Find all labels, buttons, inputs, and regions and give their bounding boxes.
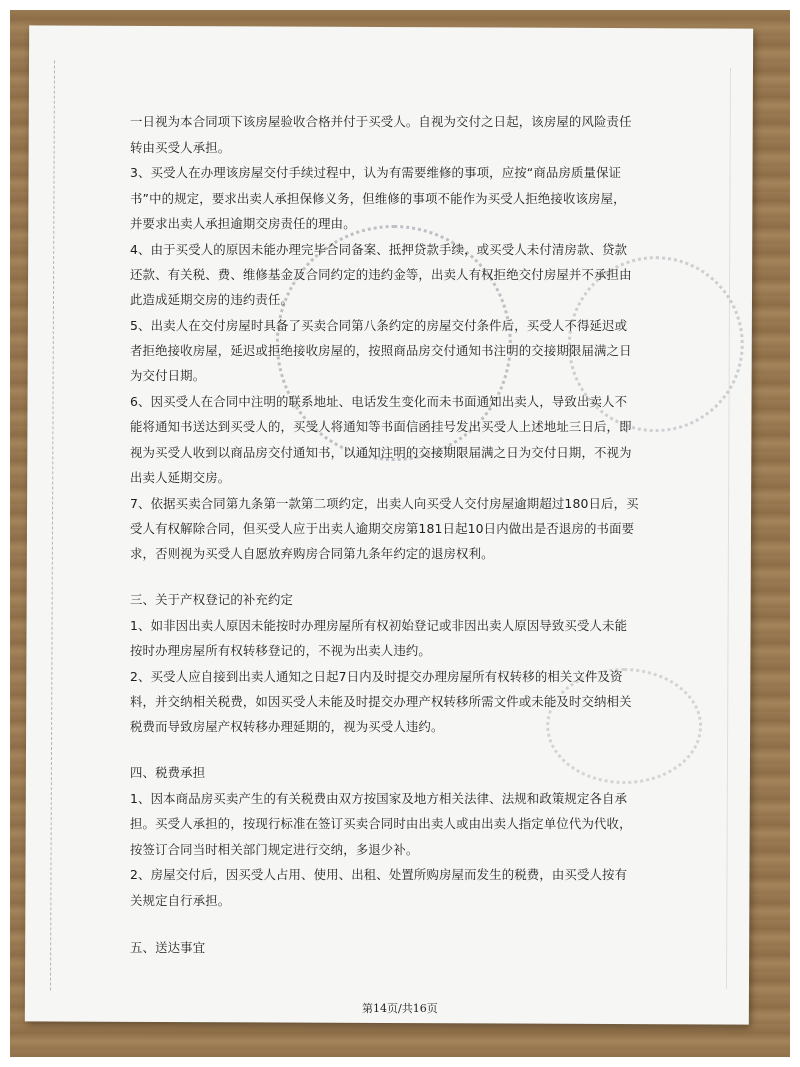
body-line: 1、如非因出卖人原因未能按时办理房屋所有权初始登记或非因出卖人原因导致买受人未能 <box>130 618 628 633</box>
body-line: 为交付日期。 <box>130 368 206 383</box>
body-line: 者拒绝接收房屋，延迟或拒绝接收房屋的，按照商品房交付通知书注明的交接期限届满之日 <box>130 343 632 358</box>
body-line: 4、由于买受人的原因未能办理完毕合同备案、抵押贷款手续，或买受人未付清房款、贷款 <box>130 242 628 257</box>
body-line: 能将通知书送达到买受人的，买受人将通知等书面信函挂号发出买受人上述地址三日后，即 <box>130 419 632 434</box>
body-line: 3、买受人在办理该房屋交付手续过程中，认为有需要维修的事项，应按“商品房质量保证 <box>130 165 622 180</box>
section-heading: 五、送达事宜 <box>130 940 206 955</box>
page-number-footer: 第14页/共16页 <box>362 1002 438 1015</box>
section-heading: 四、税费承担 <box>130 765 206 780</box>
body-line: 转由买受人承担。 <box>130 140 231 155</box>
body-line: 2、房屋交付后，因买受人占用、使用、出租、处置所购房屋而发生的税费，由买受人按有 <box>130 867 628 882</box>
body-line: 1、因本商品房买卖产生的有关税费由双方按国家及地方相关法律、法规和政策规定各自承 <box>130 791 628 806</box>
body-line: 按时办理房屋所有权转移登记的，不视为出卖人违约。 <box>130 643 431 658</box>
right-edge-line <box>726 68 731 988</box>
body-line: 受人有权解除合同，但买受人应于出卖人逾期交房第181日起10日内做出是否退房的书面要 <box>130 521 635 536</box>
section-heading: 三、关于产权登记的补充约定 <box>130 592 294 607</box>
binding-margin-line <box>50 61 55 991</box>
body-line: 担。买受人承担的，按现行标准在签订买卖合同时由出卖人或由出卖人指定单位代为代收， <box>130 816 632 831</box>
body-line: 还款、有关税、费、维修基金及合同约定的违约金等，出卖人有权拒绝交付房屋并不承担由 <box>130 267 632 282</box>
body-line: 税费而导致房屋产权转移办理延期的，视为买受人违约。 <box>130 719 444 734</box>
body-line: 关规定自行承担。 <box>130 893 231 908</box>
body-line: 按签订合同当时相关部门规定进行交纳，多退少补。 <box>130 842 419 857</box>
body-line: 书”中的规定，要求出卖人承担保修义务，但维修的事项不能作为买受人拒绝接收该房屋， <box>130 191 626 206</box>
body-line: 7、依据买卖合同第九条第一款第二项约定，出卖人向买受人交付房屋逾期超过180日后，买 <box>130 496 639 511</box>
body-line: 出卖人延期交房。 <box>130 470 231 485</box>
body-line: 料，并交纳相关税费，如因买受人未能及时提交办理产权转移所需文件或未能及时交纳相关 <box>130 694 632 709</box>
body-line: 求，否则视为买受人自愿放弃购房合同第九条年约定的退房权利。 <box>130 546 494 561</box>
body-line: 视为买受人收到以商品房交付通知书，以通知注明的交接期限届满之日为交付日期，不视为 <box>130 445 632 460</box>
body-line: 6、因买受人在合同中注明的联系地址、电话发生变化而未书面通知出卖人，导致出卖人不 <box>130 394 628 409</box>
body-line: 并要求出卖人承担逾期交房责任的理由。 <box>130 216 356 231</box>
body-line: 2、买受人应自接到出卖人通知之日起7日内及时提交办理房屋所有权转移的相关文件及资 <box>130 669 623 684</box>
body-line: 5、出卖人在交付房屋时具备了买卖合同第八条约定的房屋交付条件后，买受人不得延迟或 <box>130 318 628 333</box>
body-line: 一日视为本合同项下该房屋验收合格并付于买受人。自视为交付之日起，该房屋的风险责任 <box>130 114 632 129</box>
faded-seal-stamp-lower <box>546 668 703 785</box>
body-line: 此造成延期交房的违约责任。 <box>130 292 294 307</box>
